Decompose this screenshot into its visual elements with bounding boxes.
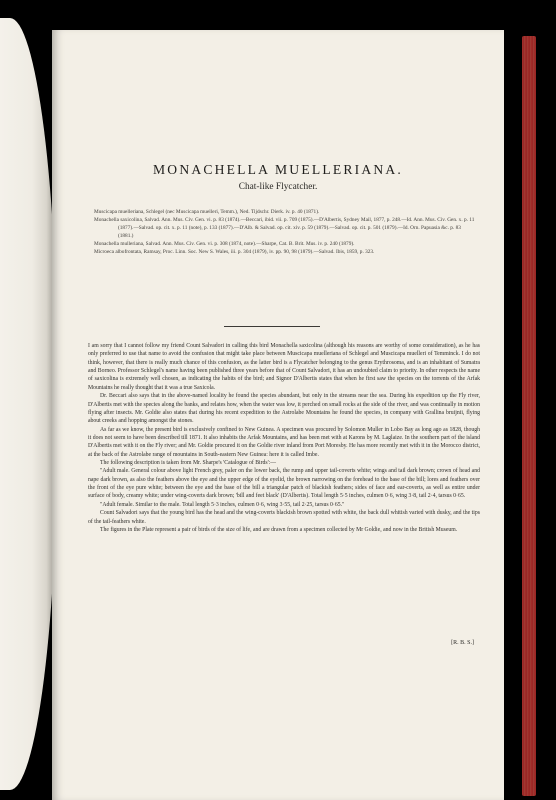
synonym-entry: Muscicapa muelleriana, Schlegel (nec Muscicapa muelleri, Temm.), Ned. Tijdschr. Dierk. iv. p. 40 (1871).: [94, 209, 320, 215]
paragraph: Count Salvadori says that the young bird has the head and the wing-coverts blackish brown spotted with white, the back dull whitish varied with dusky, and the tips of the tail-feathers white.: [88, 510, 480, 525]
left-page-curl: [0, 18, 58, 790]
paragraph: I am sorry that I cannot follow my friend Count Salvadori in calling this bird Monachella saxicolina (although his reasons are worthy of some consideration), as he has only preferred to use that name to avoid the confusion that might take place between Muscicapa muelleriana of Schlegel and Muscicapa muelleri of Temminck. I do not think, however, that there is really much chance of this confusion, as the latter bird is a Flycatcher belonging to the genus Erythrosoma, and is an inhabitant of Sumatra and Borneo. Professor Schlegel's name having been published three years before that of Count Salvadori, it has an undoubted claim to priority. In other respects the name of saxicolina is extremely well chosen, as indicating the habits of the bird; and Signor D'Albertis states that when he first saw the species on the torrents of the Arfak Mountains he really thought that it was a true Saxicola.: [88, 343, 480, 391]
synonym-entry: Monachella saxicolina, Salvad. Ann. Mus. Civ. Gen. vi. p. 83 (1874).—Beccari, ibid. vii. p. 709 (1875).—D'Albertis, Sydney Mail, 1877, p. 248.—Id. Ann. Mus. Civ. Gen. x. p. 11 (1877).—Salvad. op. cit. x. p. 11 (note), p. 133 (1877).—D'Alb. & Salvad. op. cit. xiv. p. 59 (1879).—Salvad. op. cit. p. 501 (1879).—Id. Orn. Papuasia &c. p. 83 (1881.): [94, 217, 475, 240]
synonymy-list: [94, 208, 476, 257]
paragraph: "Adult female. Similar to the male. Total length 5·3 inches, culmen 0·6, wing 3·55, tail 2·25, tarsus 0·65.": [100, 501, 345, 508]
book-page-edge: [522, 36, 536, 796]
author-initials: [R. B. S.]: [451, 640, 474, 646]
paragraph: "Adult male. General colour above light French grey, paler on the lower back, the rump and upper tail-coverts white; wings and tail dark brown; crown of head and nape dark brown, as also the feathers above the eye and the upper edge of the eyelid, the brown narrowing on the forehead to the base of the bill; lores and feathers over the front of the eye pure white; between the eye and the base of the bill a triangular patch of blackish feathers; sides of face and ear-coverts, as well as entire under surface of body, creamy white; under wing-coverts dark brown; 'bill and feet black' (D'Albertis). Total length 5·5 inches, culmen 0·6, wing 3·8, tail 2·4, tarsus 0·65.: [88, 468, 480, 500]
paragraph: As far as we know, the present bird is exclusively confined to New Guinea. A specimen was procured by Solomon Muller in Lobo Bay as long ago as 1828, though it does not seem to have been described till 1871. It also inhabits the Arfak Mountains, and has been met with at Karons by M. Laglaize. In the southern part of the island D'Albertis met with it on the Fly river; and Mr. Goldie procured it on the Goldie river inland from Port Moresby. He has more recently met with it in the Morocco district, at the back of the Astrolabe range of mountains in South-eastern New Guinea: here it is called Imbe.: [88, 426, 480, 458]
synonym-entry: Microeca albofrontata, Ramsay, Proc. Linn. Soc. New S. Wales, iii. p. 304 (1879), iv. pp. 90, 98 (1879).—Salvad. Ibis, 1859, p. 323.: [94, 249, 375, 256]
book-page: [52, 30, 504, 800]
body-text: [88, 342, 480, 534]
synonym-entry: Monachella mulleriana, Salvad. Ann. Mus. Civ. Gen. vi. p. 308 (1874, note).—Sharpe, Cat. B. Brit. Mus. iv. p. 240 (1879).: [94, 241, 355, 248]
paragraph: The figures in the Plate represent a pair of birds of the size of life, and are drawn from a specimen collected by Mr Goldie, and now in the British Museum.: [100, 526, 458, 533]
paragraph: The following description is taken from Mr. Sharpe's 'Catalogue of Birds':—: [100, 460, 277, 467]
section-divider: [224, 326, 320, 327]
page-title: MONACHELLA MUELLERIANA.: [153, 162, 403, 177]
page-subtitle: Chat-like Flycatcher.: [238, 182, 318, 192]
paragraph: Dr. Beccari also says that in the above-named locality he found the species abundant, but only in the streams near the sea. During his expedition up the Fly river, D'Albertis met with the species along the banks, and relates how, when the water was low, it perched on small rocks at the side of the river, and was continually in motion flying after insects. Mr. Goldie also states that during his recent expedition to the Astrolabe Mountains he found the species, in company with Grallina bruijnii, flying about creeks and hopping amongst the stones.: [88, 393, 480, 425]
